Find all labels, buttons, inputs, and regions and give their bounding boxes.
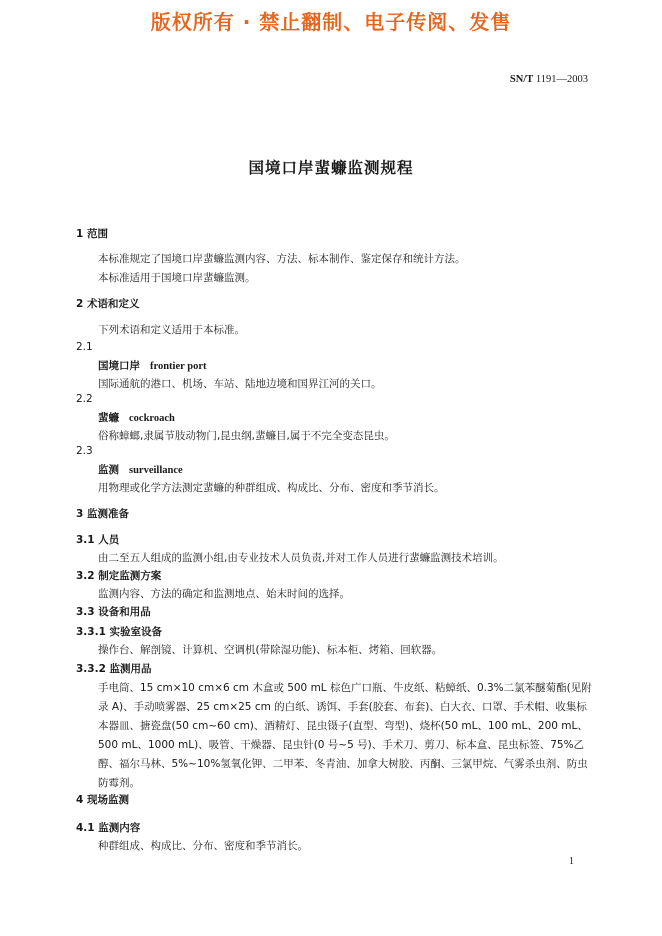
term-2-2-definition: 俗称蟑螂,隶属节肢动物门,昆虫纲,蜚蠊目,属于不完全变态昆虫。 — [98, 430, 395, 442]
term-2-2 — [98, 410, 175, 425]
term-2-2-number: 2.2 — [76, 393, 93, 405]
section-4-heading: 4 现场监测 — [76, 794, 129, 806]
document-title: 国境口岸蜚蠊监测规程 — [248, 159, 414, 177]
section-4-1-para: 种群组成、构成比、分布、密度和季节消长。 — [98, 840, 308, 852]
section-3-2-heading: 3.2 制定监测方案 — [76, 570, 162, 582]
section-3-heading: 3 监测准备 — [76, 508, 129, 520]
section-2-para-1: 下列术语和定义适用于本标准。 — [98, 324, 245, 336]
term-2-1-cn: 国境口岸 — [98, 360, 140, 372]
section-3-1-para: 由二至五人组成的监测小组,由专业技术人员负责,并对工作人员进行蜚蠊监测技术培训。 — [98, 552, 504, 564]
term-2-2-en: cockroach — [129, 413, 175, 424]
term-2-3-definition: 用物理或化学方法测定蜚蠊的种群组成、构成比、分布、密度和季节消长。 — [98, 482, 445, 494]
term-2-1-definition: 国际通航的港口、机场、车站、陆地边境和国界江河的关口。 — [98, 378, 382, 390]
term-2-1-en: frontier port — [150, 361, 207, 372]
section-2-heading: 2 术语和定义 — [76, 298, 140, 310]
section-3-2-para: 监测内容、方法的确定和监测地点、始末时间的选择。 — [98, 588, 350, 600]
term-2-3-number: 2.3 — [76, 445, 93, 457]
section-1-para-2: 本标准适用于国境口岸蜚蠊监测。 — [98, 272, 256, 284]
term-2-1-number: 2.1 — [76, 341, 93, 353]
section-3-3-2-heading: 3.3.2 监测用品 — [76, 663, 152, 675]
section-1-para-1: 本标准规定了国境口岸蜚蠊监测内容、方法、标本制作、鉴定保存和统计方法。 — [98, 253, 466, 265]
term-2-2-cn: 蜚蠊 — [98, 412, 119, 424]
section-3-1-heading: 3.1 人员 — [76, 534, 120, 546]
section-3-3-2-para: 手电筒、15 cm×10 cm×6 cm 木盒或 500 mL 棕色广口瓶、牛皮纸、粘蟑纸、0.3%二氯苯醚菊酯(见附录 A)、手动喷雾器、25 cm×25 cm 的白纸、诱饵、手套(胶套、布套)、白大衣、口罩、手术帽、收集标本器皿、搪瓷盘(50 cm~60 cm)、酒精灯、昆虫镊子(直型、弯型)、烧杯(50 mL、100 mL、200 mL、500 mL、1000 mL)、吸管、干燥器、昆虫针(0 号~5 号)、手术刀、剪刀、标本盒、昆虫标签、75%乙醇、福尔马林、5%~10%氢氧化钾、二甲苯、冬青油、加拿大树胶、丙酮、三氯甲烷、气雾杀虫剂、防虫防霉剂。 — [98, 682, 592, 789]
term-2-1 — [98, 358, 206, 373]
page-number: 1 — [569, 856, 574, 867]
term-2-3-cn: 监测 — [98, 464, 119, 476]
watermark-banner: 版权所有 · 禁止翻制、电子传阅、发售 — [150, 10, 512, 34]
section-3-3-1-heading: 3.3.1 实验室设备 — [76, 626, 163, 638]
standard-code: 1191—2003 — [535, 74, 588, 85]
section-3-3-1-para: 操作台、解剖镜、计算机、空调机(带除湿功能)、标本柜、烤箱、回软器。 — [98, 644, 443, 656]
section-4-1-heading: 4.1 监测内容 — [76, 822, 141, 834]
term-2-3-en: surveillance — [129, 465, 183, 476]
section-1-heading: 1 范围 — [76, 228, 108, 240]
term-2-3 — [98, 462, 183, 477]
section-3-3-heading: 3.3 设备和用品 — [76, 606, 151, 618]
standard-number — [510, 74, 588, 85]
standard-prefix: SN/T — [509, 74, 534, 85]
